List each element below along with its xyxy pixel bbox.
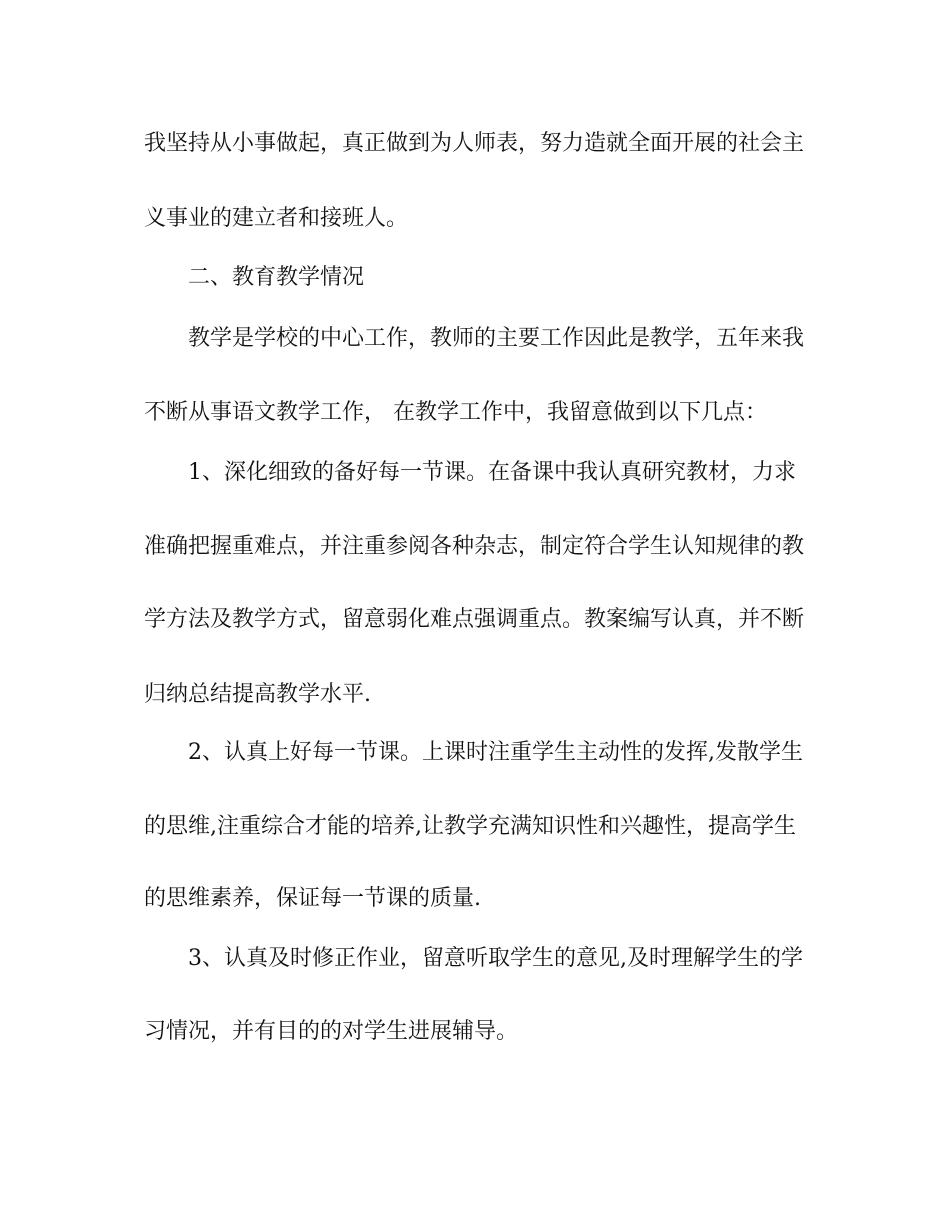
list-item-line: 的思维,注重综合才能的培养,让教学充满知识性和兴趣性，提高学生 bbox=[144, 814, 796, 839]
list-item-line: 的思维素养，保证每一节课的质量. bbox=[144, 886, 481, 911]
paragraph-line: 义事业的建立者和接班人。 bbox=[144, 206, 409, 231]
list-item-line: 学方法及教学方式，留意弱化难点强调重点。教案编写认真，并不断 bbox=[144, 607, 805, 632]
list-item-line: 习情况，并有目的的对学生进展辅导。 bbox=[144, 1019, 519, 1044]
section-heading: 二、教育教学情况 bbox=[188, 265, 365, 290]
paragraph-line: 不断从事语文教学工作， 在教学工作中，我留意做到以下几点： bbox=[144, 400, 767, 425]
list-item-line: 准确把握重难点，并注重参阅各种杂志，制定符合学生认知规律的教 bbox=[144, 534, 805, 559]
paragraph-line: 我坚持从小事做起，真正做到为人师表，努力造就全面开展的社会主 bbox=[144, 131, 805, 156]
list-item-line: 3、认真及时修正作业，留意听取学生的意见,及时理解学生的学 bbox=[188, 946, 803, 971]
list-item-line: 2、认真上好每一节课。上课时注重学生主动性的发挥,发散学生 bbox=[188, 740, 803, 765]
list-item-line: 归纳总结提高教学水平. bbox=[144, 682, 371, 707]
list-item-line: 1、深化细致的备好每一节课。在备课中我认真研究教材，力求 bbox=[188, 460, 796, 485]
paragraph-line: 教学是学校的中心工作，教师的主要工作因此是教学，五年来我 bbox=[188, 326, 805, 351]
